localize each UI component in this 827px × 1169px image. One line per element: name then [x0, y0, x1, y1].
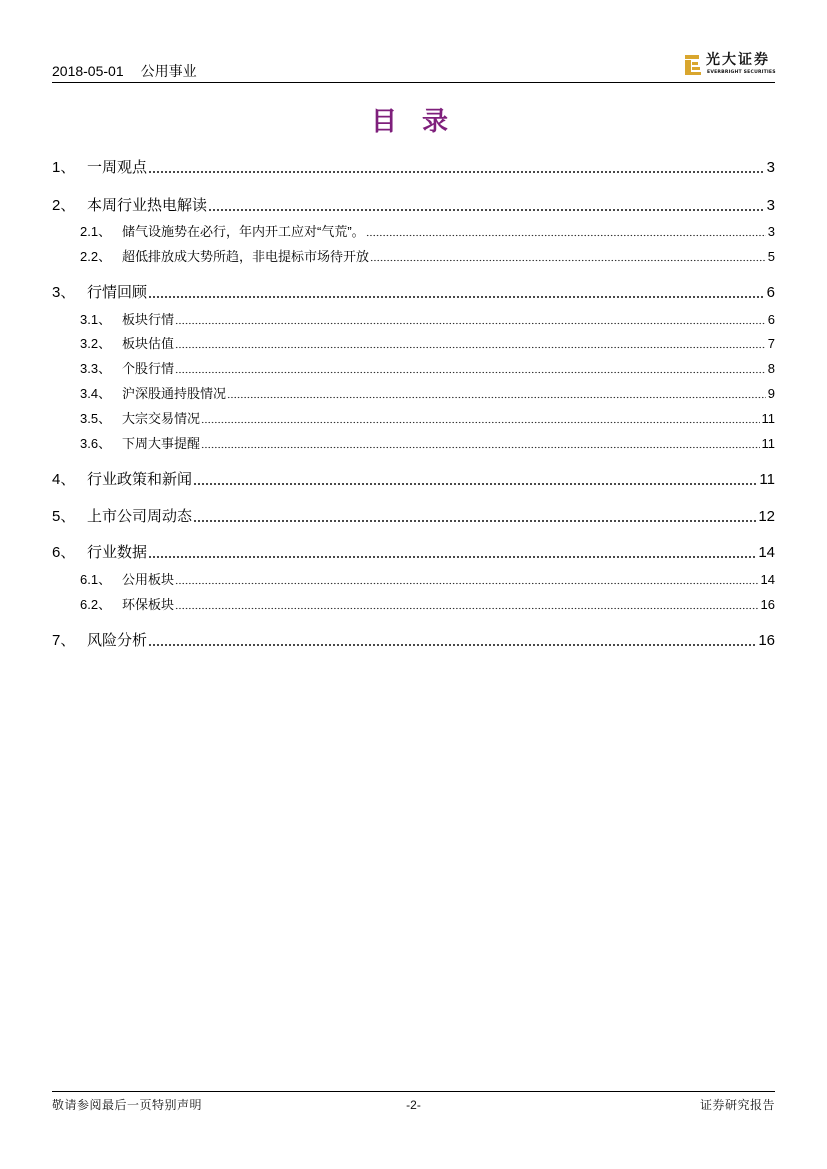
- toc-subentry-number: 2.1、: [80, 224, 112, 239]
- header-divider: [52, 82, 775, 83]
- toc-subentry-page: 9: [767, 386, 775, 401]
- toc-entry-title: 行业数据: [87, 544, 148, 561]
- toc-subentry-page: 16: [760, 597, 775, 612]
- toc-entry-page: 11: [759, 471, 775, 488]
- dot-leader: [148, 283, 765, 303]
- dot-leader: [175, 571, 759, 589]
- toc-subentry-page: 5: [767, 249, 775, 264]
- toc-subentry-number: 3.5、: [80, 411, 112, 426]
- toc-entry-title: 本周行业热电解读: [87, 197, 208, 214]
- toc-entry-title: 一周观点: [87, 159, 148, 176]
- toc-entry-page: 16: [758, 632, 775, 649]
- toc-entry-number: 3、: [52, 284, 76, 301]
- footer-disclaimer: 敬请参阅最后一页特别声明: [52, 1098, 203, 1112]
- toc-subentry-title: 板块行情: [122, 312, 175, 327]
- toc-entry-6-2[interactable]: [80, 596, 775, 614]
- toc-entry-number: 4、: [52, 471, 76, 488]
- toc-entry-page: 12: [758, 508, 775, 525]
- toc-entry-page: 3: [766, 197, 775, 214]
- footer-page-number: -2-: [406, 1098, 421, 1112]
- toc-entry-2[interactable]: [52, 196, 775, 216]
- dot-leader: [208, 196, 765, 216]
- toc-subentry-number: 6.2、: [80, 597, 112, 612]
- logo-wordmark-en: EVERBRIGHT SECURITIES: [707, 70, 776, 75]
- toc-subentry-page: 7: [767, 336, 775, 351]
- logo-wordmark-cn: 光大证券: [706, 52, 770, 68]
- toc-subentry-title: 环保板块: [122, 597, 175, 612]
- toc-entry-title: 行情回顾: [87, 284, 148, 301]
- toc-entry-page: 3: [766, 159, 775, 176]
- toc-heading: 目 录: [370, 107, 457, 137]
- toc-subentry-page: 11: [761, 436, 775, 451]
- toc-entry-3-5[interactable]: [80, 410, 775, 428]
- dot-leader: [193, 470, 757, 490]
- toc-entry-number: 6、: [52, 544, 76, 561]
- toc-subentry-number: 3.3、: [80, 361, 112, 376]
- report-date: 2018-05-01: [52, 63, 124, 79]
- toc-subentry-title: 大宗交易情况: [122, 411, 201, 426]
- toc-subentry-page: 6: [767, 312, 775, 327]
- toc-subentry-page: 14: [760, 572, 775, 587]
- toc-entry-6-1[interactable]: [80, 571, 775, 589]
- dot-leader: [175, 596, 759, 614]
- dot-leader: [193, 507, 756, 527]
- toc-entry-number: 2、: [52, 197, 76, 214]
- toc-subentry-number: 3.1、: [80, 312, 112, 327]
- toc-entry-number: 1、: [52, 159, 76, 176]
- toc-entry-7[interactable]: [52, 631, 775, 651]
- dot-leader: [370, 248, 766, 266]
- dot-leader: [148, 631, 756, 651]
- toc-subentry-title: 板块估值: [122, 336, 175, 351]
- report-sector: 公用事业: [140, 63, 197, 79]
- toc-entry-title: 行业政策和新闻: [87, 471, 193, 488]
- everbright-logo-icon: [684, 54, 702, 76]
- dot-leader: [366, 223, 766, 241]
- toc-subentry-title: 沪深股通持股情况: [122, 386, 227, 401]
- toc-entry-3-6[interactable]: [80, 435, 775, 453]
- toc-entry-3-2[interactable]: [80, 335, 775, 353]
- page-header: [52, 62, 197, 80]
- toc-entry-2-2[interactable]: [80, 248, 775, 266]
- dot-leader: [148, 158, 765, 178]
- toc-subentry-number: 6.1、: [80, 572, 112, 587]
- dot-leader: [175, 311, 766, 329]
- dot-leader: [175, 335, 766, 353]
- dot-leader: [175, 360, 766, 378]
- toc-entry-page: 6: [766, 284, 775, 301]
- toc-entry-6[interactable]: [52, 543, 775, 563]
- toc-entry-4[interactable]: [52, 470, 775, 490]
- toc-entry-number: 5、: [52, 508, 76, 525]
- toc-entry-page: 14: [758, 544, 775, 561]
- toc-subentry-number: 3.2、: [80, 336, 112, 351]
- toc-subentry-title: 超低排放成大势所趋，非电提标市场待开放: [122, 249, 370, 264]
- toc-entry-title: 风险分析: [87, 632, 148, 649]
- footer-divider: [52, 1091, 775, 1092]
- dot-leader: [201, 435, 759, 453]
- toc-subentry-number: 3.6、: [80, 436, 112, 451]
- dot-leader: [201, 410, 759, 428]
- toc-entry-3-4[interactable]: [80, 385, 775, 403]
- toc-entry-1[interactable]: [52, 158, 775, 178]
- toc-subentry-page: 8: [767, 361, 775, 376]
- toc-entry-3-1[interactable]: [80, 311, 775, 329]
- toc-entry-title: 上市公司周动态: [87, 508, 193, 525]
- toc-subentry-title: 储气设施势在必行，年内开工应对“气荒”。: [122, 224, 365, 239]
- toc-entry-5[interactable]: [52, 507, 775, 527]
- toc-subentry-number: 3.4、: [80, 386, 112, 401]
- toc-entry-number: 7、: [52, 632, 76, 649]
- dot-leader: [148, 543, 756, 563]
- toc-entry-3[interactable]: [52, 283, 775, 303]
- toc-entry-2-1[interactable]: [80, 223, 775, 241]
- toc-entry-3-3[interactable]: [80, 360, 775, 378]
- toc-subentry-title: 个股行情: [122, 361, 175, 376]
- toc-subentry-page: 11: [761, 411, 775, 426]
- toc-subentry-title: 下周大事提醒: [122, 436, 201, 451]
- footer-report-type: 证券研究报告: [699, 1098, 775, 1112]
- toc-subentry-page: 3: [767, 224, 775, 239]
- toc-subentry-title: 公用板块: [122, 572, 175, 587]
- dot-leader: [227, 385, 766, 403]
- toc-subentry-number: 2.2、: [80, 249, 112, 264]
